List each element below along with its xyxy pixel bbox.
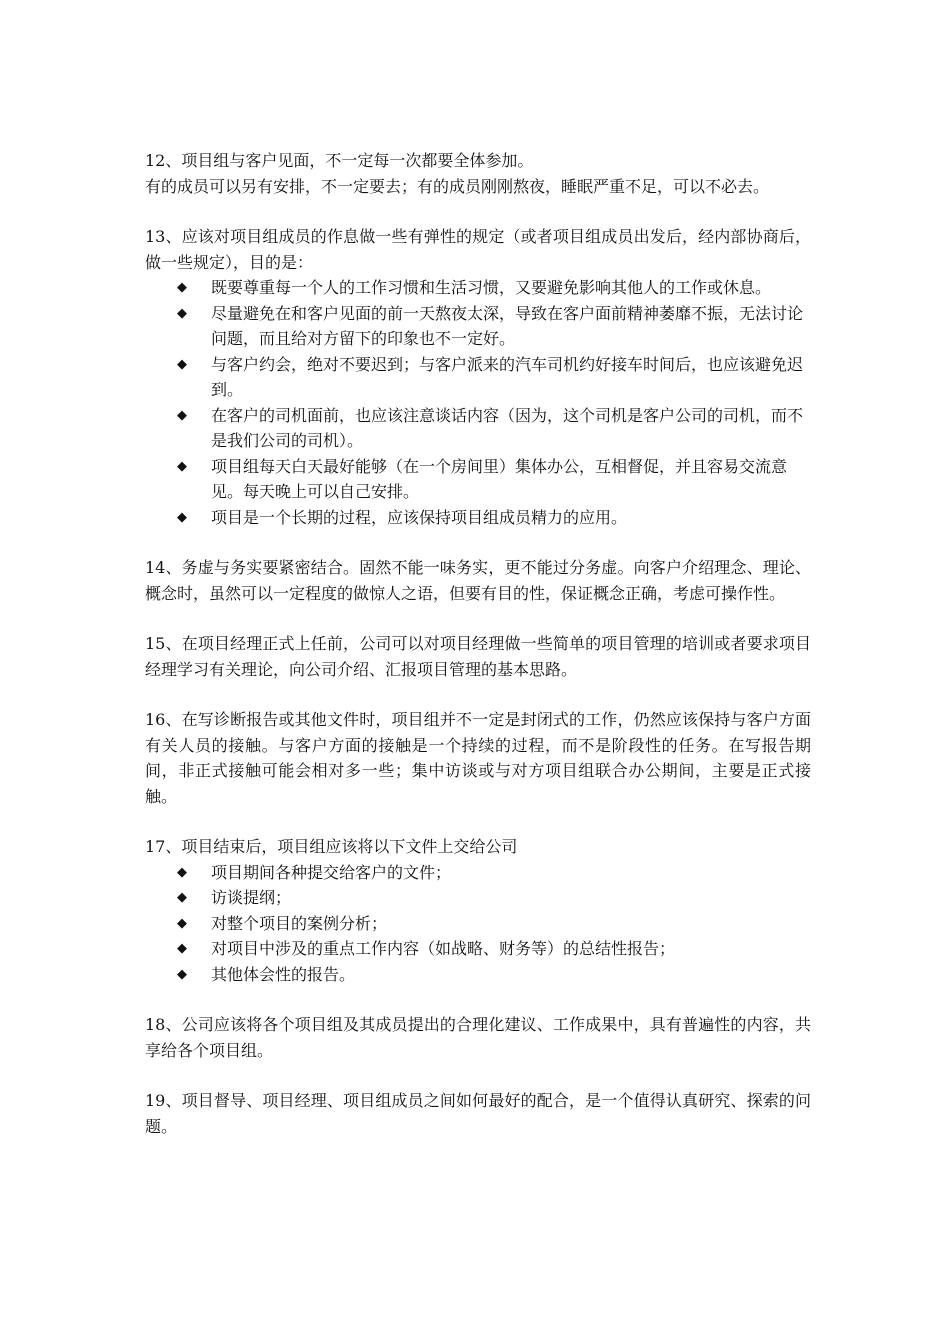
paragraph-gap [145, 809, 811, 834]
list-item [145, 403, 811, 454]
list-item [145, 454, 811, 505]
section-13 [145, 224, 811, 530]
diamond-bullet-icon: ◆ [177, 941, 187, 956]
diamond-bullet-icon: ◆ [177, 509, 187, 525]
list-item-text: 访谈提纲； [211, 888, 292, 907]
diamond-bullet-icon: ◆ [177, 280, 187, 295]
section-16-paragraph: 16、在写诊断报告或其他文件时，项目组并不一定是封闭式的工作，仍然应该保持与客户方面有关人员的接触。与客户方面的接触是一个持续的过程，而不是阶段性的任务。在写报告期间，非正式接触可能会相对多一些；集中访谈或与对方项目组联合办公期间，主要是正式接触。 [145, 710, 811, 806]
list-item-text: 既要尊重每一个人的工作习惯和生活习惯，又要避免影响其他人的工作或休息。 [211, 278, 772, 297]
diamond-bullet-icon: ◆ [177, 966, 187, 982]
list-item-text: 项目组每天白天最好能够（在一个房间里）集体办公，互相督促，并且容易交流意见。每天晚上可以自己安排。 [211, 456, 788, 501]
list-item-text: 项目期间各种提交给客户的文件； [211, 862, 452, 882]
list-item [145, 962, 811, 988]
diamond-bullet-icon: ◆ [177, 864, 187, 880]
list-item [145, 885, 811, 911]
list-item [145, 352, 811, 403]
list-item [145, 936, 811, 962]
section-13-heading: 13、应该对项目组成员的作息做一些有弹性的规定（或者项目组成员出发后，经内部协商后，做一些规定），目的是： [145, 227, 811, 272]
section-18-paragraph: 18、公司应该将各个项目组及其成员提出的合理化建议、工作成果中，具有普遍性的内容，共享给各个项目组。 [145, 1015, 811, 1060]
section-13-list [145, 275, 811, 530]
paragraph-gap [145, 199, 811, 224]
list-item [145, 301, 811, 352]
section-17-list [145, 860, 811, 988]
list-item-text: 项目是一个长期的过程，应该保持项目组成员精力的应用。 [211, 507, 628, 527]
diamond-bullet-icon: ◆ [177, 407, 187, 423]
paragraph-gap [145, 606, 811, 631]
section-17-heading: 17、项目结束后，项目组应该将以下文件上交给公司 [145, 837, 518, 856]
list-item-text: 对整个项目的案例分析； [211, 913, 388, 933]
list-item-text: 其他体会性的报告。 [211, 964, 356, 984]
section-19-paragraph: 19、项目督导、项目经理、项目组成员之间如何最好的配合，是一个值得认真研究、探索的问题。 [145, 1091, 811, 1136]
list-item [145, 275, 811, 301]
document-body [145, 148, 811, 1139]
diamond-bullet-icon: ◆ [177, 305, 187, 321]
section-15-paragraph: 15、在项目经理正式上任前，公司可以对项目经理做一些简单的项目管理的培训或者要求项目经理学习有关理论，向公司介绍、汇报项目管理的基本思路。 [145, 634, 811, 679]
list-item-text: 与客户约会，绝对不要迟到；与客户派来的汽车司机约好接车时间后，也应该避免迟到。 [211, 354, 804, 399]
paragraph-gap [145, 682, 811, 707]
diamond-bullet-icon: ◆ [177, 915, 187, 931]
diamond-bullet-icon: ◆ [177, 458, 187, 474]
paragraph-gap [145, 530, 811, 555]
list-item-text: 对项目中涉及的重点工作内容（如战略、财务等）的总结性报告； [211, 939, 676, 958]
diamond-bullet-icon: ◆ [177, 356, 187, 372]
section-12-body: 有的成员可以另有安排，不一定要去；有的成员刚刚熬夜，睡眠严重不足，可以不必去。 [145, 176, 770, 196]
list-item [145, 860, 811, 886]
section-12 [145, 148, 811, 199]
list-item-text: 在客户的司机面前，也应该注意谈话内容（因为，这个司机是客户公司的司机，而不是我们公司的司机）。 [211, 405, 804, 450]
section-12-heading: 12、项目组与客户见面，不一定每一次都要全体参加。 [145, 151, 534, 170]
section-17 [145, 834, 811, 987]
section-14-paragraph: 14、务虚与务实要紧密结合。固然不能一味务实，更不能过分务虚。向客户介绍理念、理论、概念时，虽然可以一定程度的做惊人之语，但要有目的性，保证概念正确，考虑可操作性。 [145, 558, 811, 603]
list-item [145, 911, 811, 937]
list-item [145, 505, 811, 531]
paragraph-gap [145, 1063, 811, 1088]
list-item-text: 尽量避免在和客户见面的前一天熬夜太深，导致在客户面前精神萎靡不振，无法讨论问题，而且给对方留下的印象也不一定好。 [211, 303, 804, 348]
paragraph-gap [145, 987, 811, 1012]
diamond-bullet-icon: ◆ [177, 890, 187, 905]
